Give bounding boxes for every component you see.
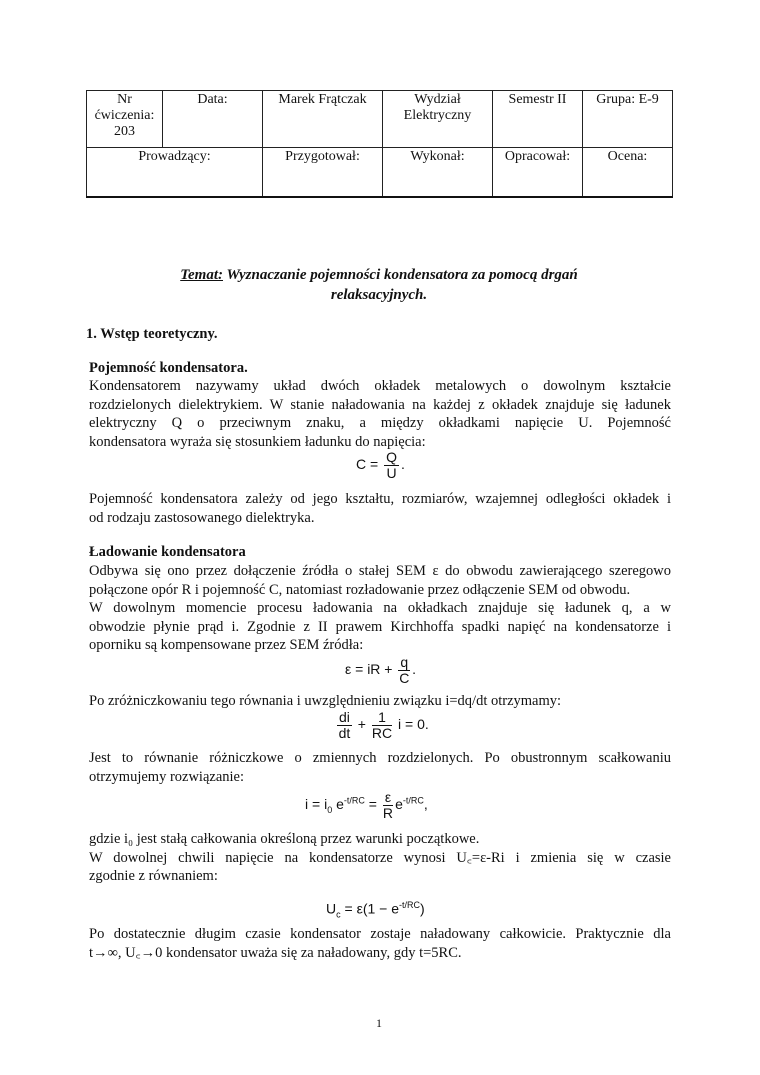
topic-title: [86, 265, 672, 305]
paragraph-capacity: [89, 377, 671, 451]
paragraph-capacity-2: [89, 490, 671, 527]
cell-supervisor: Prowadzący:: [87, 148, 263, 198]
eq-body: = ε(1 − e: [340, 900, 400, 917]
eq-exp-base: e: [395, 796, 403, 813]
equation-solution: [305, 790, 428, 821]
eq-lhs: ε = iR +: [345, 661, 393, 678]
text-line: elektryczny Q o przeciwnym znaku, a między okładkami napięcie U. Pojemność: [89, 415, 671, 431]
text-line: gdzie i₀ jest stałą całkowania określoną przez warunki początkowe.: [89, 831, 480, 847]
cell-faculty: Wydział Elektryczny: [383, 91, 493, 148]
equation-capacitor-voltage: [326, 900, 425, 919]
eq-denominator: R: [382, 805, 394, 821]
cell-author: Marek Frątczak: [263, 91, 383, 148]
paragraph-differentiation: [89, 692, 671, 711]
eq-tail: .: [400, 456, 405, 473]
eq-numerator: 1: [372, 710, 392, 726]
eq-sub: c: [336, 909, 341, 920]
eq-exponent: -t/RC: [402, 795, 424, 806]
text-line: zgodnie z równaniem:: [89, 868, 218, 884]
eq-fraction: [384, 450, 399, 481]
cell-group: Grupa: E-9: [583, 91, 673, 148]
header-table: [86, 90, 673, 198]
eq-numerator: Q: [386, 449, 397, 465]
text-line: Kondensatorem nazywamy układ dwóch okładek metalowych o dowolnym kształcie: [89, 378, 671, 394]
eq-exponent: -t/RC: [343, 795, 365, 806]
text-line: Po zróżniczkowaniu tego równania i uwzględnieniu związku i=dq/dt otrzymamy:: [89, 693, 562, 709]
text-line: kondensatora wyraża się stosunkiem ładunku do napięcia:: [89, 433, 426, 450]
eq-tail: ,: [423, 796, 428, 813]
eq-tail: .: [424, 716, 429, 733]
eq-close: ): [420, 900, 425, 917]
eq-denominator: RC: [371, 725, 393, 741]
cell-performed: Wykonał:: [383, 148, 493, 198]
eq-denominator: U: [386, 465, 397, 481]
text-line: oporniku są kompensowane przez SEM źródła:: [89, 637, 364, 653]
page-number: 1: [376, 1016, 382, 1030]
eq-denominator: C: [399, 670, 410, 686]
cell-exercise-number: Nr ćwiczenia: 203: [87, 91, 163, 148]
cell-date: Data:: [163, 91, 263, 148]
equation-differential: [335, 710, 429, 741]
eq-exp-base: e: [332, 796, 344, 813]
eq-lhs: U: [326, 900, 337, 917]
eq-fraction-didt: [337, 710, 352, 741]
cell-semester: Semestr II: [493, 91, 583, 148]
eq-numerator: q: [400, 654, 409, 670]
paragraph-separable: [89, 749, 671, 786]
section-heading: 1. Wstęp teoretyczny.: [86, 326, 218, 342]
equation-kirchhoff: [345, 655, 416, 686]
eq-fraction: [398, 655, 410, 686]
paragraph-voltage: [89, 830, 671, 886]
cell-grade: Ocena:: [583, 148, 673, 198]
eq-plus: +: [357, 716, 366, 733]
text-line: od rodzaju zastosowanego dielektryka.: [89, 509, 315, 526]
cell-elaborated: Opracował:: [493, 148, 583, 198]
text-line: W dowolnej chwili napięcie na kondensatorze wynosi U꜀=ε-Ri i zmienia się w czasie: [89, 849, 671, 866]
text-line: t→∞, U꜀→0 kondensator uważa się za naładowany, gdy t=5RC.: [89, 944, 462, 961]
eq-numerator: di: [339, 709, 350, 725]
text-line: Po dostatecznie długim czasie kondensator zostaje naładowany całkowicie. Praktycznie dla: [89, 926, 671, 942]
eq-exponent: -t/RC: [399, 900, 421, 910]
eq-lhs: C =: [356, 456, 379, 473]
eq-rest: i = 0: [398, 716, 425, 733]
paragraph-charging: [89, 562, 671, 655]
text-line: rozdzielonych dielektrykiem. W stanie naładowania na każdej z okładek znajduje się ładunek: [89, 396, 671, 413]
text-line: Pojemność kondensatora zależy od jego kształtu, rozmiarów, wzajemnej odległości okładek i: [89, 491, 671, 507]
topic-text-2: relaksacyjnych.: [330, 287, 428, 303]
topic-label: Temat:: [180, 267, 223, 283]
topic-text: Wyznaczanie pojemności kondensatora za pomocą drgań: [223, 267, 578, 283]
text-line: W dowolnym momencie procesu ładowania na okładkach znajduje się ładunek q, a w: [89, 600, 671, 616]
subsection-heading-capacity: Pojemność kondensatora.: [89, 360, 248, 376]
subsection-heading-charging: Ładowanie kondensatora: [89, 544, 246, 560]
cell-prepared: Przygotował:: [263, 148, 383, 198]
eq-fraction: [383, 790, 393, 821]
text-line: połączone opór R i pojemność C, natomiast rozładowanie przez odłączenie SEM od obwodu.: [89, 581, 631, 598]
text-line: Jest to równanie różniczkowe o zmiennych rozdzielonych. Po obustronnym scałkowaniu: [89, 750, 671, 766]
text-line: obwodzie płynie prąd i. Zgodnie z II prawem Kirchhoffa spadki napięć na kondensatorze i: [89, 618, 671, 635]
eq-sub: 0: [327, 805, 333, 815]
eq-lhs: i = i: [305, 796, 328, 813]
eq-fraction-1rc: [372, 710, 392, 741]
text-line: otrzymujemy rozwiązanie:: [89, 768, 245, 785]
eq-equals: =: [364, 796, 377, 813]
eq-numerator: ε: [384, 789, 392, 805]
eq-denominator: dt: [338, 725, 351, 741]
eq-tail: .: [412, 661, 417, 678]
paragraph-conclusion: [89, 925, 671, 962]
text-line: Odbywa się ono przez dołączenie źródła o stałej SEM ε do obwodu zawierającego szeregowo: [89, 563, 671, 579]
equation-capacity: [356, 450, 405, 481]
